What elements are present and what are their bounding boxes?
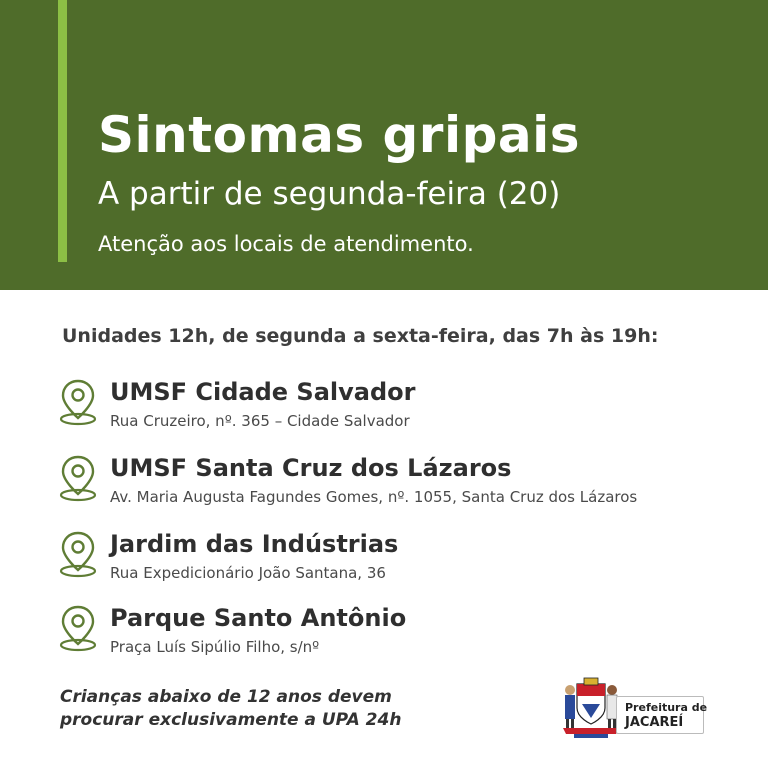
unit-name: UMSF Cidade Salvador <box>110 378 416 406</box>
location-pin-icon <box>58 454 98 502</box>
page-subtitle: A partir de segunda-feira (20) <box>98 176 561 212</box>
page-title: Sintomas gripais <box>98 106 581 164</box>
unit-address: Rua Expedicionário João Santana, 36 <box>110 564 386 582</box>
location-pin-icon <box>58 378 98 426</box>
unit-item <box>58 454 738 514</box>
children-notice-line1: Crianças abaixo de 12 anos devem <box>60 687 392 707</box>
schedule-intro: Unidades 12h, de segunda a sexta-feira, das 7h às 19h: <box>62 325 659 347</box>
unit-name: Parque Santo Antônio <box>110 604 407 632</box>
logo-wordmark <box>616 696 708 734</box>
attention-note: Atenção aos locais de atendimento. <box>98 232 474 256</box>
unit-address: Av. Maria Augusta Fagundes Gomes, nº. 1055, Santa Cruz dos Lázaros <box>110 488 638 506</box>
location-pin-icon <box>58 604 98 652</box>
unit-name: Jardim das Indústrias <box>110 530 399 558</box>
unit-item <box>58 530 738 590</box>
children-notice <box>60 686 401 732</box>
logo-line1: Prefeitura de <box>625 701 708 714</box>
prefeitura-logo <box>560 674 708 740</box>
header-banner <box>0 0 768 290</box>
unit-name: UMSF Santa Cruz dos Lázaros <box>110 454 512 482</box>
unit-item <box>58 378 738 438</box>
unit-item <box>58 604 738 664</box>
logo-line2: JACAREÍ <box>625 715 684 730</box>
city-crest-icon <box>560 674 622 740</box>
children-notice-line2: procurar exclusivamente a UPA 24h <box>60 710 402 730</box>
location-pin-icon <box>58 530 98 578</box>
unit-address: Rua Cruzeiro, nº. 365 – Cidade Salvador <box>110 412 410 430</box>
unit-address: Praça Luís Sipúlio Filho, s/nº <box>110 638 320 656</box>
accent-bar <box>58 0 67 262</box>
